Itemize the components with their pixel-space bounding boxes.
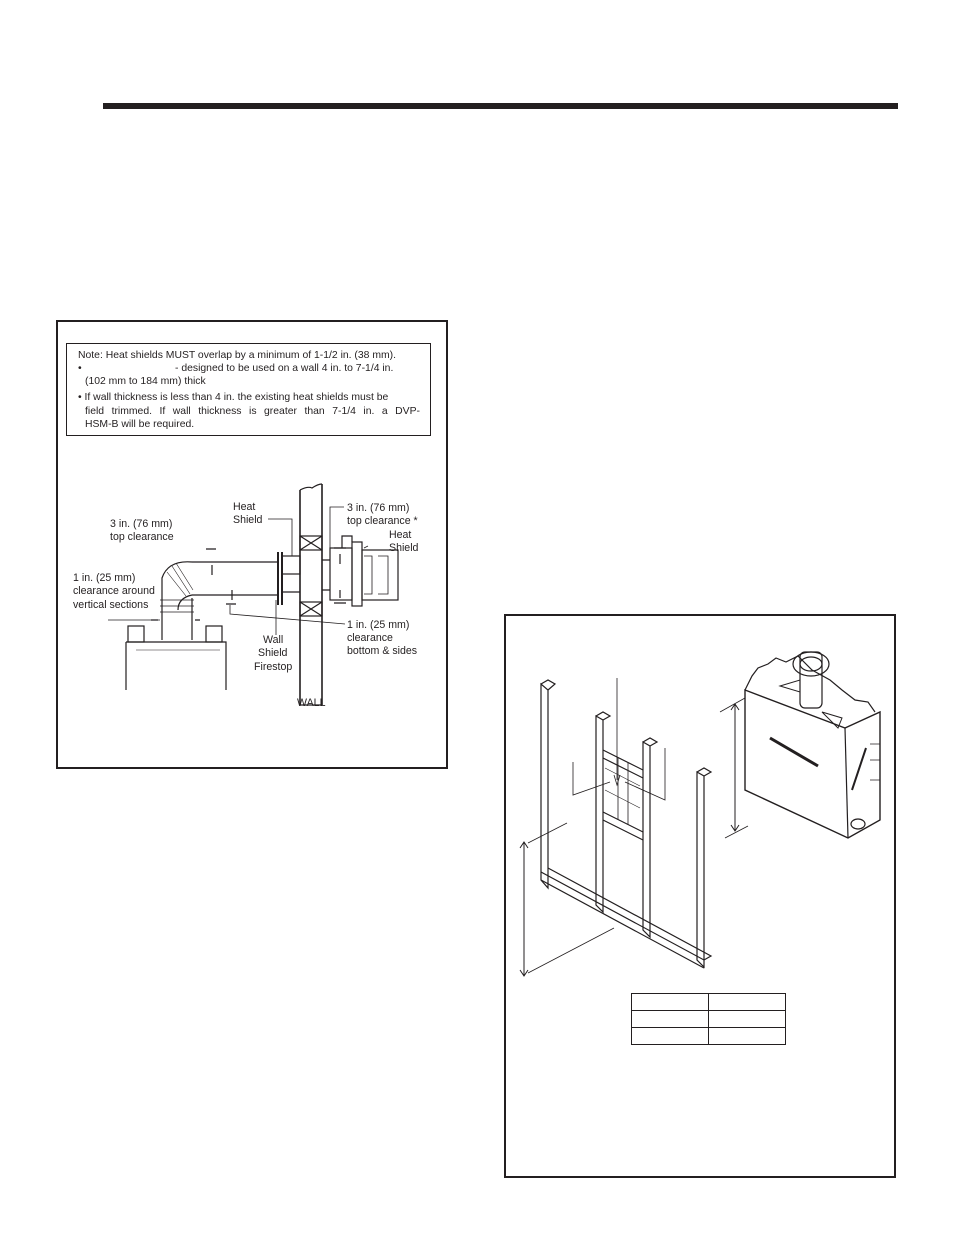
table-cell [709,994,786,1011]
label-vertical-clearance-2: clearance around [73,585,155,597]
note-bullet-1-cont: (102 mm to 184 mm) thick [85,376,206,387]
note-bullet-1-marker: • [78,363,82,374]
label-wall-shield-2: Shield [258,647,288,659]
label-bottom-clearance-3: bottom & sides [347,645,418,657]
label-vertical-clearance-3: vertical sections [73,599,149,611]
label-wall-shield-1: Wall [263,634,284,646]
label-heat-shield-right-2: Shield [389,542,419,554]
label-top-clearance-left-1: 3 in. (76 mm) [110,518,173,530]
label-top-clearance-right-2: top clearance * [347,515,418,527]
label-wall: WALL [297,697,326,709]
table-row [632,1028,786,1045]
note-line-1: Note: Heat shields MUST overlap by a minimum of 1-1/2 in. (38 mm). [78,350,396,361]
table-cell [632,994,709,1011]
table-cell [632,1028,709,1045]
table-cell [709,1028,786,1045]
dimension-table [631,993,786,1045]
label-heat-shield-right-1: Heat [389,529,412,541]
note-bullet-1-text: - designed to be used on a wall 4 in. to 7-1/4 in. [175,363,394,374]
label-top-clearance-right-1: 3 in. (76 mm) [347,502,410,514]
label-top-clearance-left-2: top clearance [110,531,174,543]
label-bottom-clearance-2: clearance [347,632,393,644]
label-wall-shield-3: Firestop [254,661,293,673]
label-heat-shield-left-2: Shield [233,514,263,526]
table-row [632,994,786,1011]
label-bottom-clearance-1: 1 in. (25 mm) [347,619,410,631]
note-bullet-2-cont-2: HSM-B will be required. [85,419,195,430]
label-vertical-clearance-1: 1 in. (25 mm) [73,572,136,584]
note-bullet-2: • If wall thickness is less than 4 in. the existing heat shields must be [78,392,389,403]
table-cell [709,1011,786,1028]
table-cell [632,1011,709,1028]
label-heat-shield-left-1: Heat [233,501,256,513]
table-row [632,1011,786,1028]
note-bullet-2-cont-1: field trimmed. If wall thickness is greater than 7-1/4 in. a DVP- [85,406,420,417]
